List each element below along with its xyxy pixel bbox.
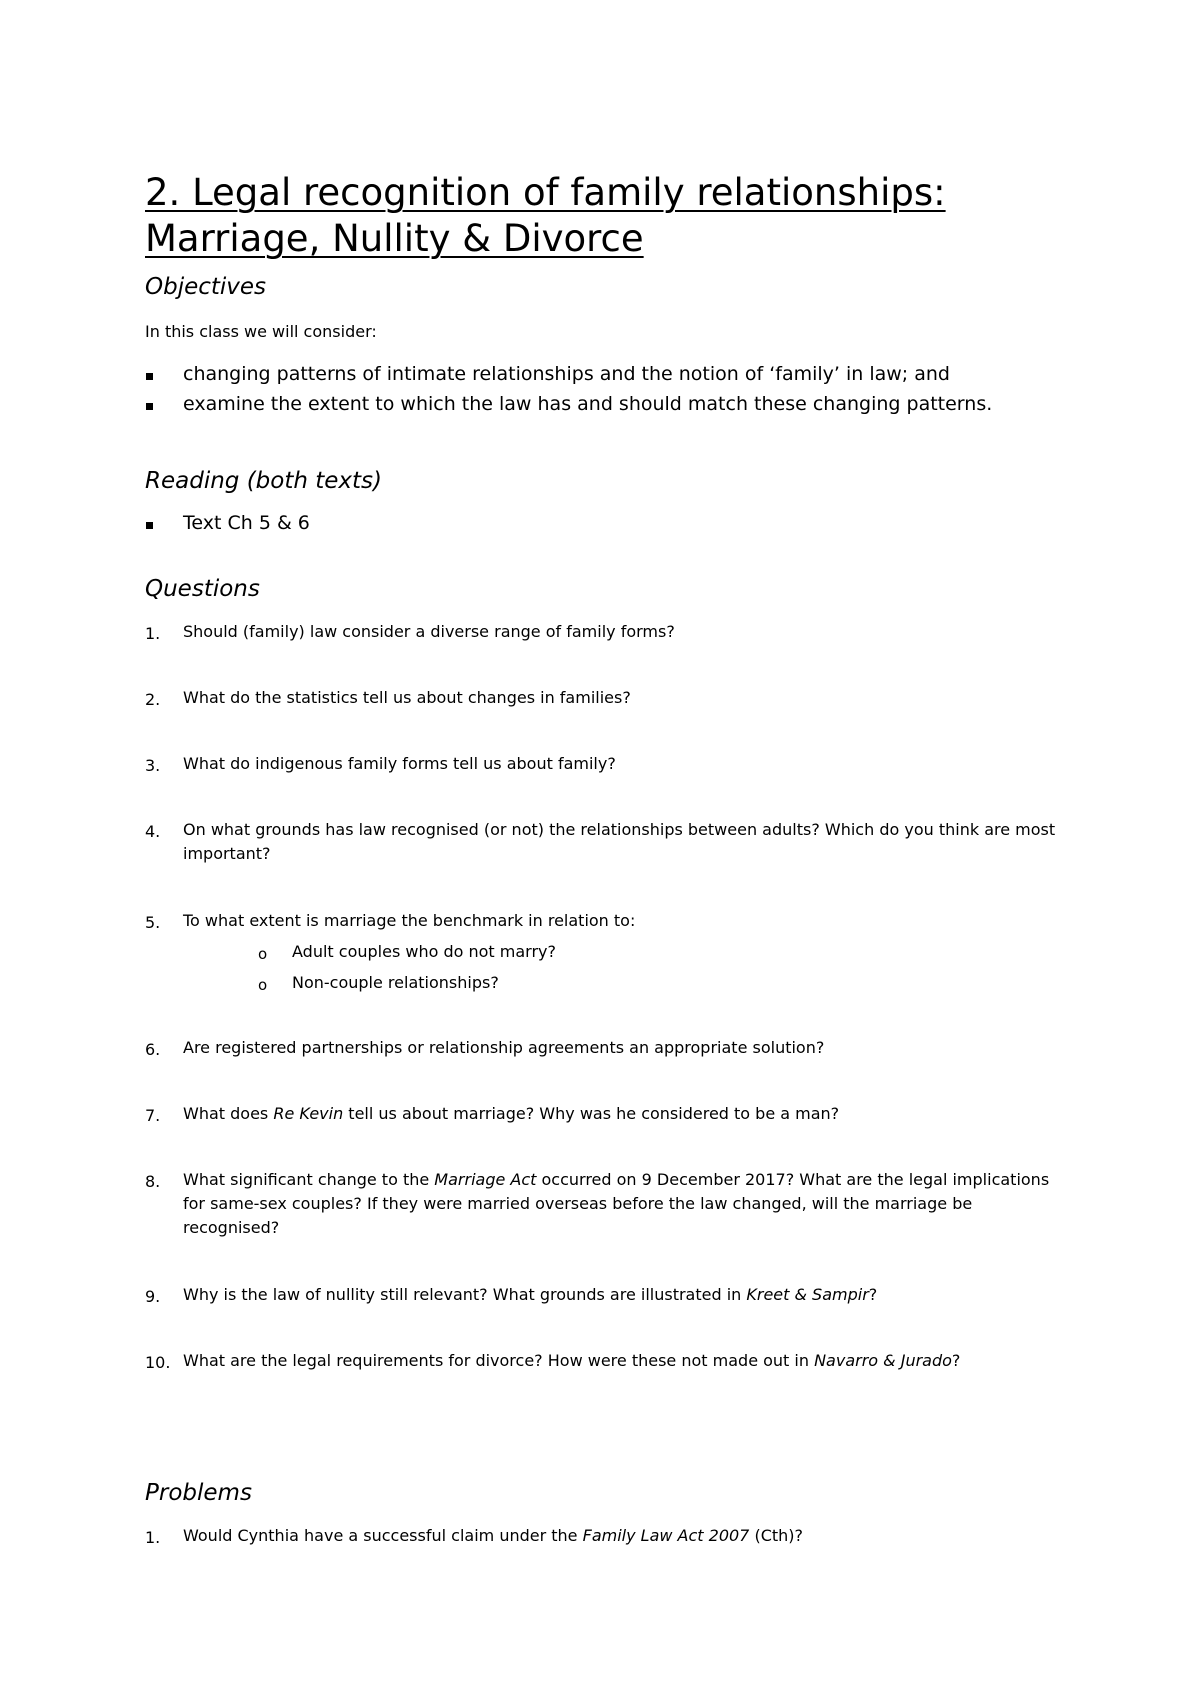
questions-heading: Questions (145, 576, 260, 602)
document-title-line-2: Marriage, Nullity & Divorce (145, 217, 644, 260)
question-number: 10. (145, 1353, 171, 1372)
question-text (183, 1036, 1063, 1060)
question-number: 4. (145, 822, 161, 841)
question-sub-item: Adult couples who do not marry? (292, 942, 557, 961)
objective-item: examine the extent to which the law has and should match these changing patterns. (183, 393, 993, 415)
question-text (183, 752, 1063, 776)
question-number: 7. (145, 1106, 161, 1125)
question-number: 8. (145, 1172, 161, 1191)
reading-heading: Reading (both texts) (145, 468, 383, 494)
text-segment: What do indigenous family forms tell us about family? (183, 754, 616, 773)
question-text (183, 1283, 1063, 1307)
question-sub-item: Non-couple relationships? (292, 973, 499, 992)
text-segment: What do the statistics tell us about changes in families? (183, 688, 631, 707)
text-segment: What significant change to the (183, 1170, 435, 1189)
question-text (183, 1349, 1063, 1373)
problem-text (183, 1524, 1063, 1548)
text-segment: To what extent is marriage the benchmark in relation to: (183, 911, 636, 930)
text-segment: Should (family) law consider a diverse range of family forms? (183, 622, 675, 641)
case-citation: Navarro & Jurado (814, 1351, 952, 1370)
text-segment: (Cth)? (749, 1526, 804, 1545)
question-number: 2. (145, 690, 161, 709)
case-citation: Family Law Act 2007 (582, 1526, 750, 1545)
text-segment: What are the legal requirements for divorce? How were these not made out in (183, 1351, 815, 1370)
text-segment: Are registered partnerships or relationship agreements an appropriate solution? (183, 1038, 825, 1057)
text-segment: occurred on 9 December 2017? What are the legal implications for same-sex couples? If they were married overseas before the law changed, will the marriage be recognised? (183, 1170, 1050, 1237)
objectives-intro: In this class we will consider: (145, 322, 377, 341)
question-number: 1. (145, 624, 161, 643)
question-number: 9. (145, 1287, 161, 1306)
question-text (183, 1102, 1063, 1126)
text-segment: Why is the law of nullity still relevant? What grounds are illustrated in (183, 1285, 747, 1304)
question-text (183, 818, 1063, 866)
document-title-line-1: 2. Legal recognition of family relationships: (145, 171, 946, 214)
problem-number: 1. (145, 1528, 161, 1547)
bullet-icon (146, 522, 153, 529)
question-number: 6. (145, 1040, 161, 1059)
objective-item: changing patterns of intimate relationships and the notion of ‘family’ in law; and (183, 363, 950, 385)
question-text (183, 686, 1063, 710)
question-text (183, 1168, 1063, 1240)
text-segment: ? (868, 1285, 878, 1304)
problems-heading: Problems (145, 1480, 252, 1506)
text-segment: What does (183, 1104, 274, 1123)
question-number: 5. (145, 913, 161, 932)
text-segment: ? (951, 1351, 961, 1370)
bullet-icon (146, 403, 153, 410)
hollow-bullet-icon: o (258, 976, 268, 994)
question-number: 3. (145, 756, 161, 775)
hollow-bullet-icon: o (258, 945, 268, 963)
question-text (183, 909, 1063, 933)
objectives-heading: Objectives (145, 274, 267, 300)
question-text (183, 620, 1063, 644)
text-segment: tell us about marriage? Why was he considered to be a man? (343, 1104, 840, 1123)
case-citation: Re Kevin (273, 1104, 344, 1123)
reading-item: Text Ch 5 & 6 (183, 512, 310, 534)
bullet-icon (146, 373, 153, 380)
case-citation: Kreet & Sampir (746, 1285, 869, 1304)
case-citation: Marriage Act (434, 1170, 537, 1189)
text-segment: Would Cynthia have a successful claim under the (183, 1526, 583, 1545)
text-segment: On what grounds has law recognised (or not) the relationships between adults? Which do you think are most important? (183, 820, 1056, 863)
